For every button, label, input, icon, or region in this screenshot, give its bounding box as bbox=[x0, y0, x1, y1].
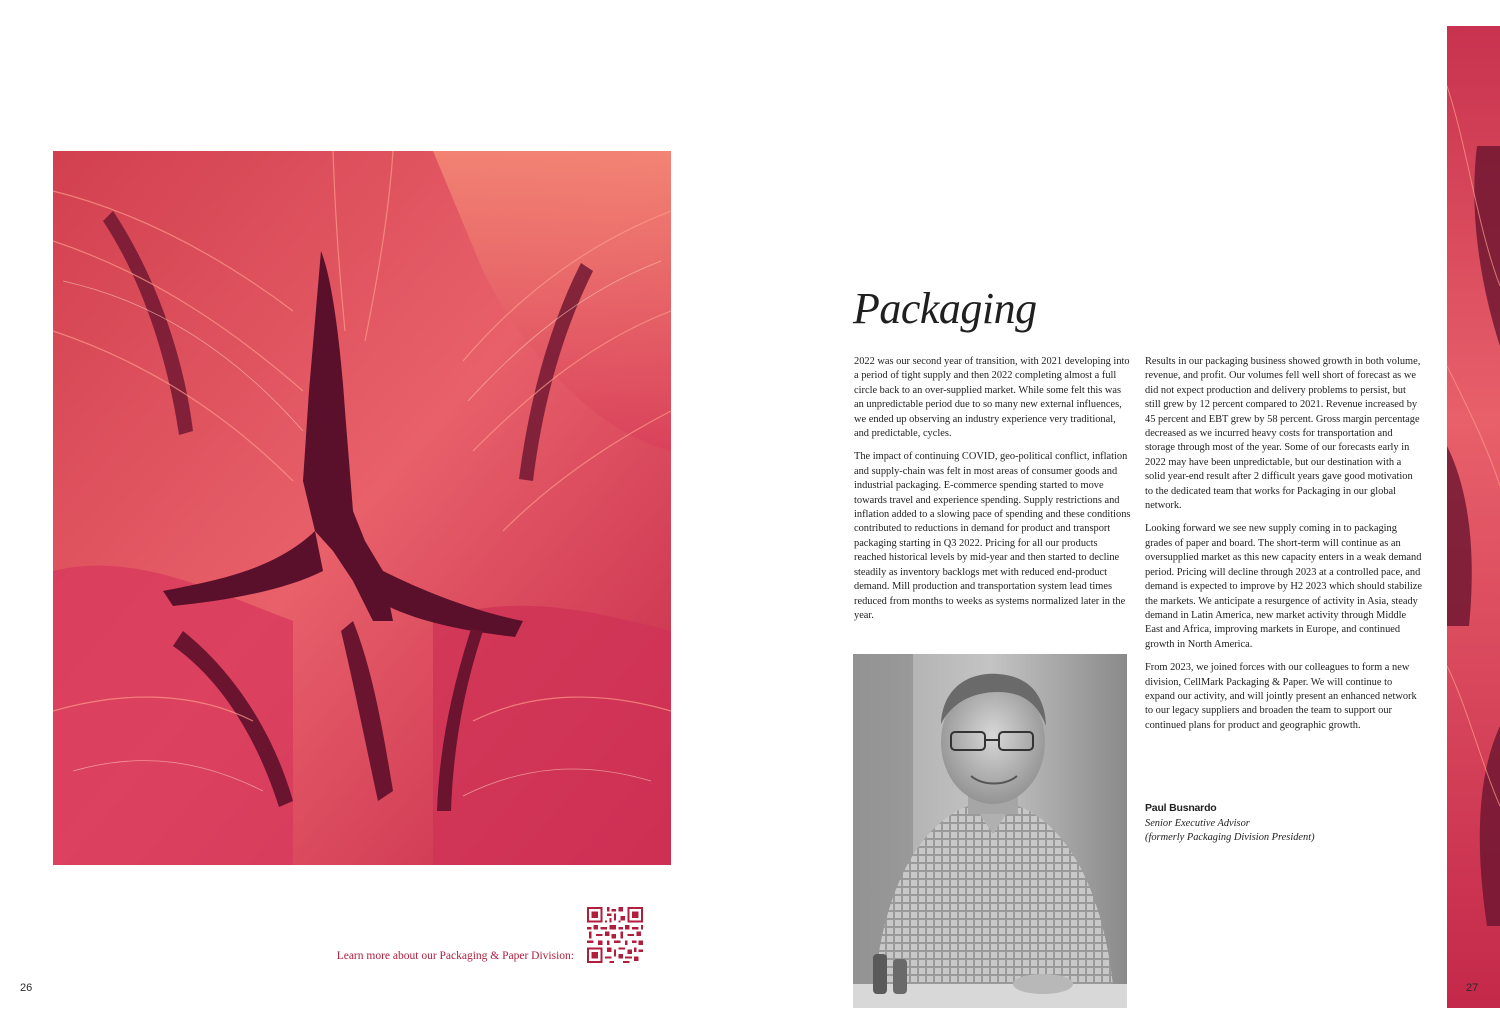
signature-block bbox=[1145, 802, 1425, 845]
paragraph: 2022 was our second year of transition, with 2021 developing into a period of tight supply and then 2022 completing almost a full circle back to an over-supplied market. While some felt this was an unpredictable period due to so many new external influences, we ended up observing an industry experience very traditional, and predictable, cycles. bbox=[854, 356, 1130, 440]
body-column-left bbox=[854, 355, 1132, 632]
paragraph: Looking forward we see new supply coming in to packaging grades of paper and board. The short-term will continue as an oversupplied market as this new capacity enters in a weak demand period. Pricing will decline through 2023 at a controlled pace, and demand is expected to improve by H2 2023 which should stabilize the markets. We anticipate a resurgence of activity in Asia, steady demand in Latin America, new market activity through Middle East and Africa, improving markets in Europe, and continued growth in North America. bbox=[1145, 523, 1423, 650]
learn-more-link[interactable]: Learn more about our Packaging & Paper Division: bbox=[336, 950, 574, 962]
portrait-photo bbox=[853, 654, 1127, 1008]
page-title: Packaging bbox=[853, 284, 1037, 333]
signature-name: Paul Busnardo bbox=[1145, 802, 1217, 814]
paragraph: Results in our packaging business showed growth in both volume, revenue, and profit. Our volumes fell well short of forecast as we did not expect production and delivery problems to persist, but still grew by 12 percent compared to 2021. Revenue increased by 45 percent and EBT grew by 58 percent. Gross margin percentage decreased as we incurred heavy costs for transportation and storage through most of the year. Some of our forecasts early in 2022 may have been unpredictable, but our destination with a solid year-end result after 2 difficult years gave good motivation to the dedicated team that works for Packaging in our global network. bbox=[1145, 356, 1421, 512]
qr-code-icon[interactable] bbox=[587, 907, 643, 963]
paragraph: From 2023, we joined forces with our colleagues to form a new division, CellMark Packaging & Paper. We will continue to expand our activity, and will jointly present an enhanced network to our legacy suppliers and broaden the team to support our continued plans for product and geographic growth. bbox=[1145, 662, 1417, 731]
signature-role: Senior Executive Advisor bbox=[1145, 818, 1250, 829]
edge-strip-image bbox=[1447, 26, 1500, 1008]
abstract-art-image bbox=[53, 151, 671, 865]
paragraph: The impact of continuing COVID, geo-political conflict, inflation and supply-chain was felt in most areas of consumer goods and industrial packaging. E-commerce spending started to move towards travel and experience spending. Supply restrictions and inflation added to a slowing pace of spending and these conditions contributed to reductions in demand for product and transport packaging starting in Q3 2022. Pricing for all our products reached historical levels by mid-year and then started to decline steadily as inventory backlogs met with reduced end-product demand. Mill production and transportation system lead times reduced from months to weeks as systems normalized later in the year. bbox=[854, 451, 1131, 621]
page-number-right: 27 bbox=[1466, 982, 1479, 994]
signature-former-role: (formerly Packaging Division President) bbox=[1145, 832, 1315, 843]
page-number-left: 26 bbox=[20, 982, 33, 994]
body-column-right bbox=[1145, 355, 1423, 742]
